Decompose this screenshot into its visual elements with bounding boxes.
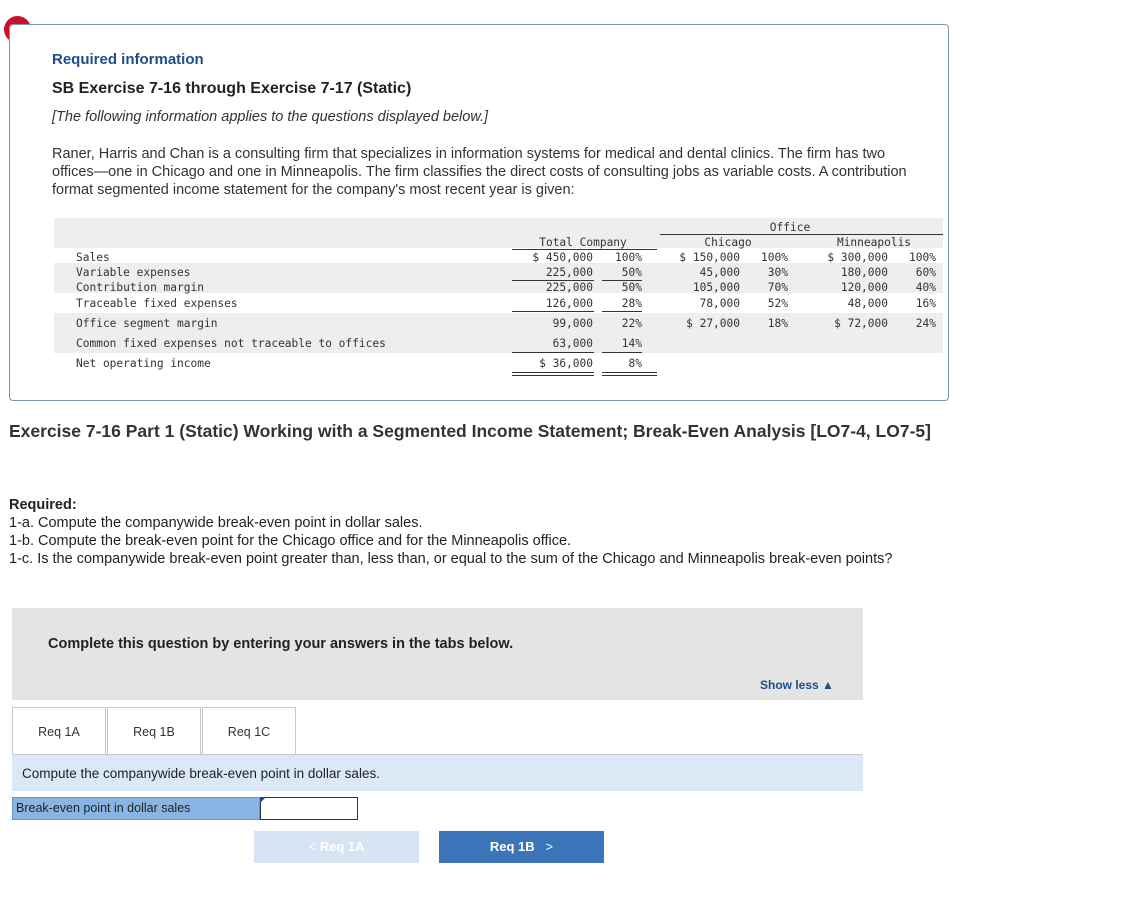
col-header-minneapolis: Minneapolis (836, 236, 912, 249)
total-segment-margin: 99,000 (552, 317, 593, 330)
show-less-link[interactable]: Show less ▲ (760, 678, 834, 692)
col-header-total: Total Company (539, 236, 627, 249)
row-label-noi: Net operating income (76, 357, 211, 370)
total-pct-rule (602, 352, 642, 353)
header-rule (660, 234, 943, 235)
total-double-rule (512, 375, 594, 376)
minneapolis-variable-pct: 60% (915, 266, 936, 279)
total-sales-pct: 100% (615, 251, 642, 264)
tab-req-1b[interactable]: Req 1B (107, 707, 201, 755)
minneapolis-traceable-pct: 16% (915, 297, 936, 310)
intro-paragraph: Raner, Harris and Chan is a consulting firm that specializes in information systems for medical and dental clinics. The firm has two offices—one in Chicago and one in Minneapolis. The firm classifies the direct costs of consulting jobs as variable costs. A contribution format segmented income statement for the company's most recent year is given: (52, 146, 907, 198)
minneapolis-traceable: 48,000 (847, 297, 888, 310)
total-pct-double-rule (602, 372, 657, 373)
question-band (12, 755, 863, 791)
total-traceable-pct: 28% (621, 297, 642, 310)
required-item-1a: 1-a. Compute the companywide break-even point in dollar sales. (9, 515, 423, 531)
required-item-1b: 1-b. Compute the break-even point for the Chicago office and for the Minneapolis office. (9, 533, 572, 549)
col-header-chicago: Chicago (704, 236, 752, 249)
cell-flag-icon (260, 797, 266, 803)
break-even-dollar-sales-input[interactable] (260, 797, 358, 820)
applies-note: [The following information applies to the questions displayed below.] (52, 109, 489, 125)
tab-req-1a[interactable]: Req 1A (12, 707, 106, 755)
info-heading: Required information (52, 51, 204, 68)
total-traceable: 126,000 (545, 297, 593, 310)
prev-button-label: Req 1A (319, 839, 365, 854)
minneapolis-cm-pct: 40% (915, 281, 936, 294)
question-prompt: Compute the companywide break-even point in dollar sales. (22, 766, 380, 781)
total-variable-pct: 50% (621, 266, 642, 279)
row-label-common-fixed: Common fixed expenses not traceable to offices (76, 337, 386, 350)
required-label: Required: (9, 497, 77, 513)
minneapolis-cm: 120,000 (840, 281, 888, 294)
part-title: Exercise 7-16 Part 1 (Static) Working with a Segmented Income Statement; Break-Even Analysis [LO7-4, LO7-5] (9, 421, 931, 441)
total-rule (512, 352, 594, 353)
total-variable: 225,000 (545, 266, 593, 279)
total-common-fixed-pct: 14% (621, 337, 642, 350)
minneapolis-variable: 180,000 (840, 266, 888, 279)
total-cm: 225,000 (545, 281, 593, 294)
total-segment-margin-pct: 22% (621, 317, 642, 330)
total-noi-pct: 8% (628, 357, 642, 370)
segmented-income-statement (54, 218, 943, 380)
chicago-cm: 105,000 (692, 281, 740, 294)
minneapolis-sales-pct: 100% (909, 251, 936, 264)
row-label-traceable: Traceable fixed expenses (76, 297, 238, 310)
chicago-cm-pct: 70% (767, 281, 788, 294)
total-pct-double-rule (602, 375, 657, 376)
chicago-sales-pct: 100% (761, 251, 788, 264)
instructions-text: Complete this question by entering your answers in the tabs below. (48, 636, 514, 652)
chicago-variable: 45,000 (699, 266, 740, 279)
next-button-label: Req 1B (489, 839, 535, 854)
instructions-box (12, 608, 863, 700)
chicago-traceable: 78,000 (699, 297, 740, 310)
prev-req-button[interactable] (254, 831, 419, 863)
next-req-button[interactable] (439, 831, 604, 863)
chicago-traceable-pct: 52% (767, 297, 788, 310)
total-double-rule (512, 372, 594, 373)
required-information-box (9, 24, 949, 401)
chicago-sales: $ 150,000 (679, 251, 740, 264)
chicago-segment-margin-pct: 18% (767, 317, 788, 330)
total-pct-rule (602, 311, 642, 312)
total-rule (512, 311, 594, 312)
chevron-left-icon: < (308, 839, 317, 854)
total-header-rule (512, 249, 657, 250)
chevron-right-icon: > (545, 839, 554, 854)
chicago-variable-pct: 30% (767, 266, 788, 279)
row-label-segment-margin: Office segment margin (76, 317, 218, 330)
total-noi: $ 36,000 (539, 357, 593, 370)
row-label-sales: Sales (76, 251, 110, 264)
row-label-variable: Variable expenses (76, 266, 191, 279)
required-item-1c: 1-c. Is the companywide break-even point greater than, less than, or equal to the sum of the Chicago and Minneapolis break-even points? (9, 551, 893, 567)
office-header: Office (769, 221, 811, 234)
exercise-title: SB Exercise 7-16 through Exercise 7-17 (Static) (52, 80, 412, 97)
total-sales: $ 450,000 (532, 251, 593, 264)
row-label-cm: Contribution margin (76, 281, 204, 294)
minneapolis-segment-margin: $ 72,000 (834, 317, 888, 330)
tab-req-1c[interactable]: Req 1C (202, 707, 296, 755)
chicago-segment-margin: $ 27,000 (686, 317, 740, 330)
minneapolis-segment-margin-pct: 24% (915, 317, 936, 330)
answer-label: Break-even point in dollar sales (12, 797, 260, 820)
required-section (9, 496, 929, 568)
total-cm-pct: 50% (621, 281, 642, 294)
total-common-fixed: 63,000 (552, 337, 593, 350)
minneapolis-sales: $ 300,000 (827, 251, 888, 264)
